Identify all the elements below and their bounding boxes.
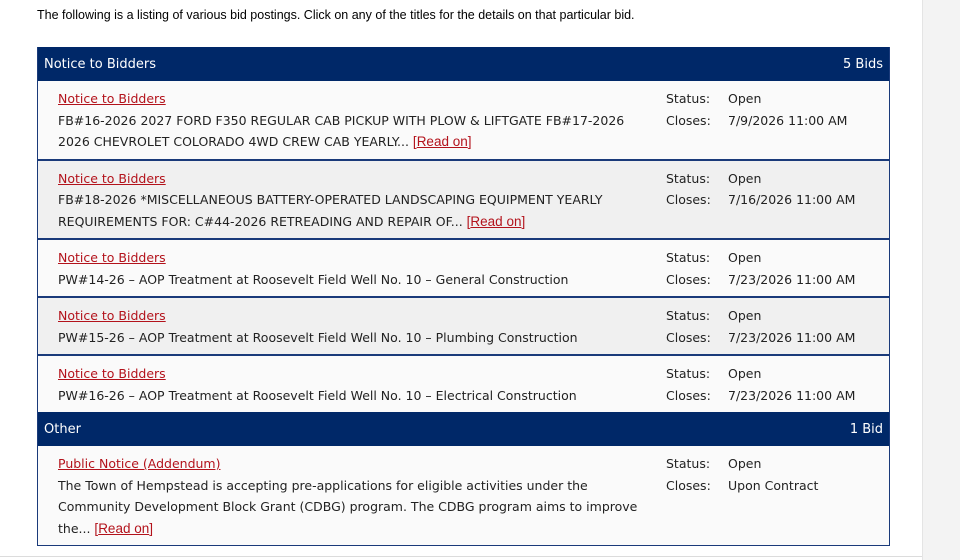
status-value: Open (728, 308, 762, 323)
bid-description: FB#18-2026 *MISCELLANEOUS BATTERY-OPERATED LANDSCAPING EQUIPMENT YEARLY REQUIREMENTS FOR: C#44-2026 RETREADING AND REPAIR OF... (58, 192, 603, 229)
status-label: Status: (666, 91, 711, 106)
bid-title-link[interactable]: Notice to Bidders (58, 250, 166, 265)
table-row (38, 81, 889, 161)
closes-label: Closes: (666, 387, 711, 403)
status-label: Status: (666, 170, 711, 186)
bid-title-link[interactable]: Notice to Bidders (58, 308, 166, 323)
table-row (38, 298, 889, 356)
closes-value: 7/23/2026 11:00 AM (728, 329, 856, 345)
status-value: Open (728, 170, 762, 186)
closes-value: Upon Contract (728, 477, 819, 493)
section-title: Other (44, 421, 81, 437)
closes-label: Closes: (666, 271, 711, 287)
section-count: 5 Bids (843, 56, 883, 72)
page-gutter (922, 0, 960, 560)
closes-value: 7/16/2026 11:00 AM (728, 192, 856, 207)
closes-label: Closes: (666, 112, 711, 128)
closes-value: 7/23/2026 11:00 AM (728, 387, 856, 403)
closes-label: Closes: (666, 192, 711, 207)
closes-value: 7/9/2026 11:00 AM (728, 112, 848, 128)
bid-description: The Town of Hempstead is accepting pre-applications for eligible activities under the Community Development Block Grant (CDBG) program. The CDBG program aims to improve the... (58, 477, 638, 536)
status-label: Status: (666, 308, 711, 323)
bid-description: PW#16-26 – AOP Treatment at Roosevelt Field Well No. 10 – Electrical Construction (58, 387, 577, 403)
closes-value: 7/23/2026 11:00 AM (728, 271, 856, 287)
bid-title-link[interactable]: Public Notice (Addendum) (58, 456, 221, 471)
bid-description: FB#16-2026 2027 FORD F350 REGULAR CAB PICKUP WITH PLOW & LIFTGATE FB#17-2026 2026 CHEVROLET COLORADO 4WD CREW CAB YEARLY... (58, 112, 625, 149)
section-header-notice-to-bidders (38, 47, 889, 81)
status-label: Status: (666, 366, 711, 381)
table-row (38, 446, 889, 546)
section-header-other (38, 412, 889, 446)
bid-table (37, 47, 890, 546)
bid-title-link[interactable]: Notice to Bidders (58, 91, 166, 106)
table-row (38, 356, 889, 412)
status-label: Status: (666, 456, 711, 471)
status-value: Open (728, 366, 762, 381)
bid-description: PW#14-26 – AOP Treatment at Roosevelt Field Well No. 10 – General Construction (58, 271, 569, 287)
status-value: Open (728, 250, 762, 265)
read-on-link[interactable]: [Read on] (412, 134, 472, 149)
bid-title-link[interactable]: Notice to Bidders (58, 366, 166, 381)
closes-label: Closes: (666, 329, 711, 345)
section-count: 1 Bid (849, 421, 883, 437)
status-value: Open (728, 456, 762, 471)
closes-label: Closes: (666, 477, 711, 493)
read-on-link[interactable]: [Read on] (94, 520, 153, 536)
bid-title-link[interactable]: Notice to Bidders (58, 170, 166, 186)
table-row (38, 161, 889, 241)
intro-text: The following is a listing of various bid postings. Click on any of the titles for the details on that particular bid. (37, 8, 635, 22)
status-value: Open (728, 91, 762, 106)
table-row (38, 240, 889, 298)
read-on-link[interactable]: [Read on] (466, 213, 526, 229)
section-title: Notice to Bidders (44, 56, 156, 72)
status-label: Status: (666, 250, 711, 265)
bid-description: PW#15-26 – AOP Treatment at Roosevelt Field Well No. 10 – Plumbing Construction (58, 329, 578, 345)
